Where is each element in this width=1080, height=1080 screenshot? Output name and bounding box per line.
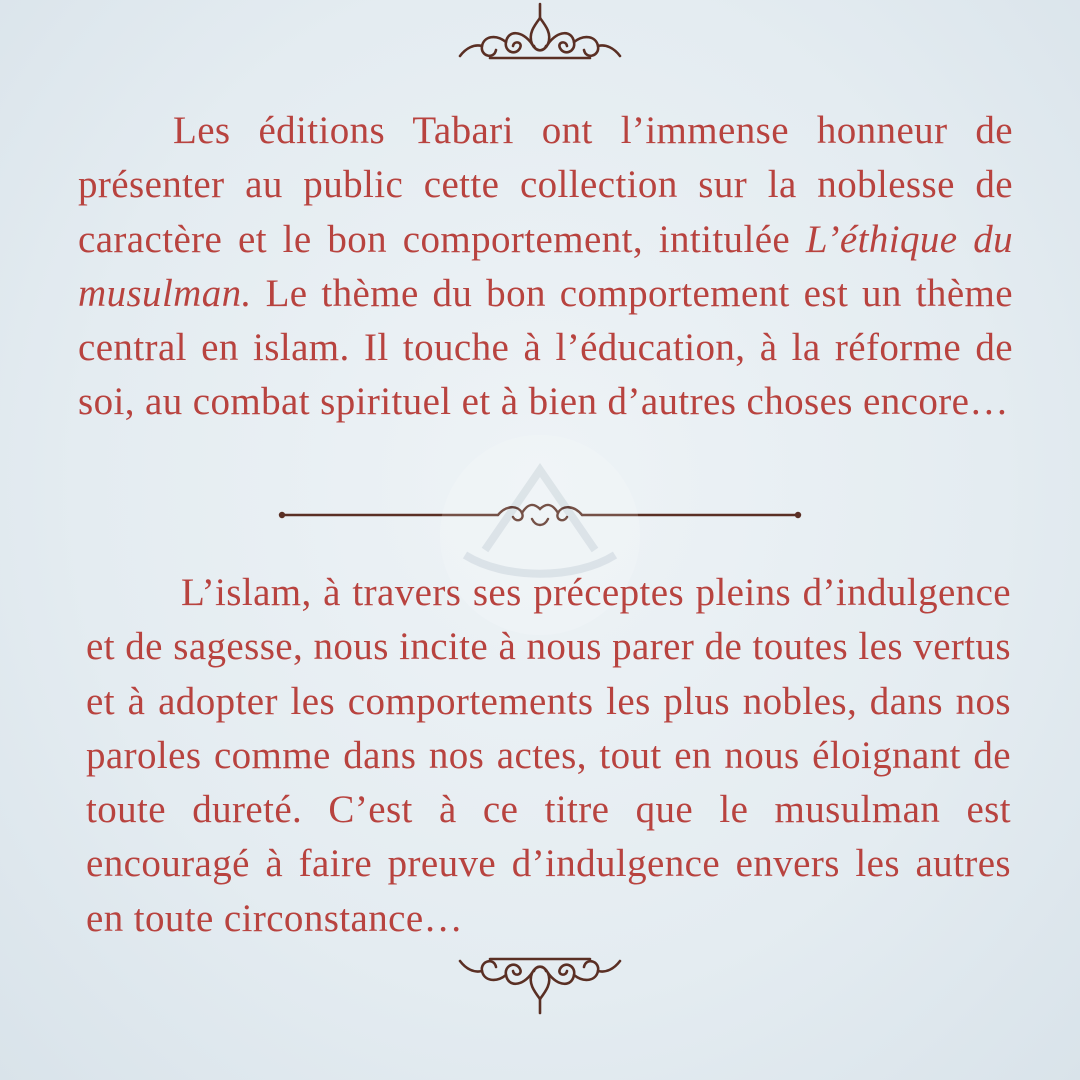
intro-paragraph-text: Les éditions Tabari ont l’immense honneur de présenter au public cette collection sur la noblesse de caractère et le bon comportement, intitulée — [78, 109, 1013, 261]
top-flourish-icon — [450, 0, 630, 72]
intro-paragraph — [78, 104, 1013, 430]
second-paragraph — [86, 566, 1011, 946]
collection-title: L’éthique du musulman. — [78, 217, 1013, 315]
intro-paragraph-text-continued: Le thème du bon comportement est un thème central en islam. Il touche à l’éducation, à la réforme de soi, au combat spirituel et à bien d’autres choses encore… — [78, 271, 1013, 424]
bottom-flourish-icon — [450, 945, 630, 1017]
second-paragraph-text: L’islam, à travers ses préceptes pleins d’indulgence et de sagesse, nous incite à nous parer de toutes les vertus et à adopter les comportements les plus nobles, dans nos paroles comme dans nos actes, tout en nous éloignant de toute dureté. C’est à ce titre que le musulman est encouragé à faire preuve d’indulgence envers les autres en toute circonstance… — [86, 571, 1011, 940]
